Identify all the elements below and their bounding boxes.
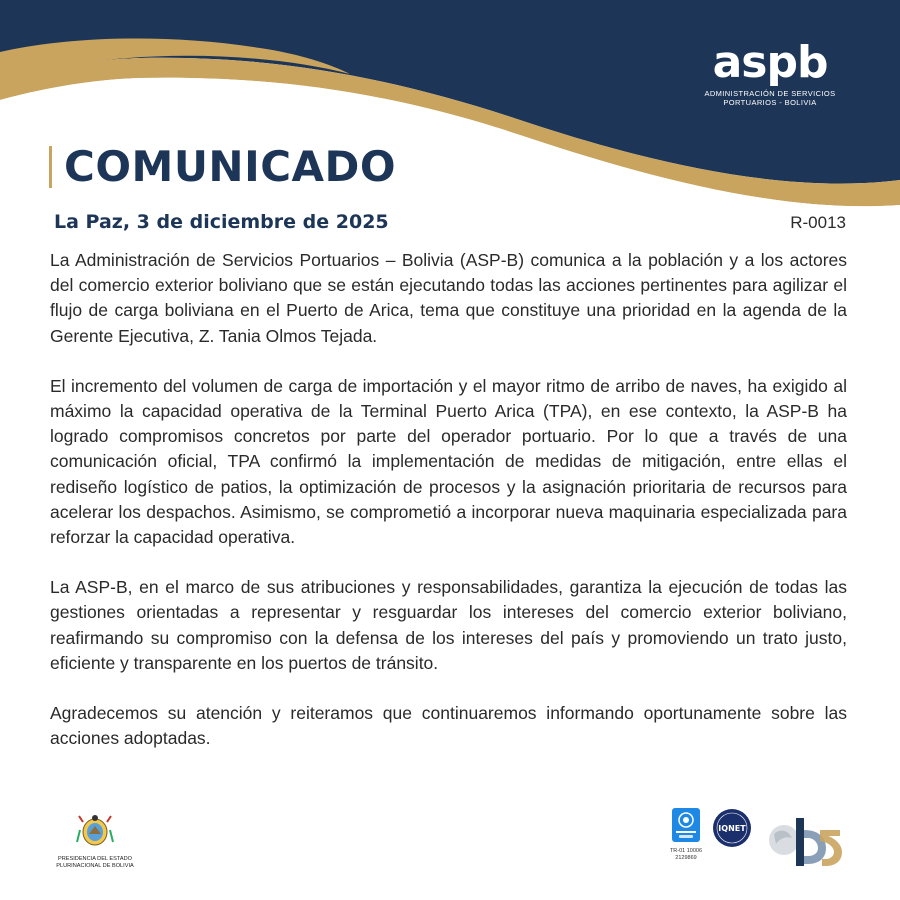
icontec-certification — [664, 808, 708, 862]
iqnet-label: IQNET — [718, 824, 746, 833]
logo-subtitle — [690, 89, 850, 107]
presidency-caption — [50, 856, 140, 870]
title-accent-bar — [49, 146, 52, 188]
logo-subtitle-line2: PORTUARIOS - BOLIVIA — [723, 98, 817, 107]
document-reference: R-0013 — [790, 213, 846, 232]
body-paragraph-1: La Administración de Servicios Portuarios – Bolivia (ASP-B) comunica a la población y a los actores del comercio exterior boliviano que se están ejecutando todas las acciones pertinentes para agilizar el flujo de carga boliviana en el Puerto de Arica, tema que constituye una prioridad en la agenda de la Gerente Ejecutiva, Z. Tania Olmos Tejada. — [50, 250, 847, 346]
presidency-line1: PRESIDENCIA DEL ESTADO — [58, 856, 132, 862]
logo-subtitle-line1: ADMINISTRACIÓN DE SERVICIOS — [704, 89, 836, 98]
body-paragraph-2: El incremento del volumen de carga de importación y el mayor ritmo de arribo de naves, ha exigido al máximo la capacidad operativa de la Terminal Puerto Arica (TPA), en ese contexto, la ASP-B ha logrado compromisos concretos por parte del operador portuario. Por lo que a través de una comunicación oficial, TPA confirmó la implementación de medidas de mitigación, entre ellas el rediseño logístico de patios, la optimización de procesos y la asignación prioritaria de recursos para acelerar los despachos. Asimismo, se comprometió a incorporar nueva maquinaria especializada para reforzar la capacidad operativa. — [50, 375, 847, 548]
aspb-logo — [690, 37, 850, 107]
icontec-badge-icon — [672, 808, 700, 842]
presidency-logo — [50, 812, 140, 870]
icontec-code — [664, 848, 708, 862]
body-paragraph-4: Agradecemos su atención y reiteramos que continuaremos informando oportunamente sobre las acciones adoptadas. — [50, 703, 847, 749]
document-date: La Paz, 3 de diciembre de 2025 — [54, 211, 389, 233]
presidency-line2: PLURINACIONAL DE BOLIVIA — [56, 863, 134, 869]
document-body — [50, 248, 847, 776]
icontec-code-line1: TR-01 10006 — [669, 848, 703, 854]
bolivia-crest-icon — [75, 812, 115, 850]
icontec-code-line2: 2129869 — [675, 855, 697, 861]
logo-wordmark: aspb — [712, 37, 828, 88]
body-paragraph-3: La ASP-B, en el marco de sus atribuciones y responsabilidades, garantiza la ejecución de todas las gestiones orientadas a representar y resguardar los intereses del comercio exterior boliviano, reafirmando su compromiso con la defensa de los intereses del país y promoviendo un trato justo, eficiente y transparente en los puertos de tránsito. — [50, 577, 847, 673]
iqnet-badge-icon — [712, 808, 752, 848]
ap-logo-icon — [764, 812, 846, 870]
page-title: COMUNICADO — [64, 142, 397, 191]
iqnet-certification — [712, 808, 754, 852]
